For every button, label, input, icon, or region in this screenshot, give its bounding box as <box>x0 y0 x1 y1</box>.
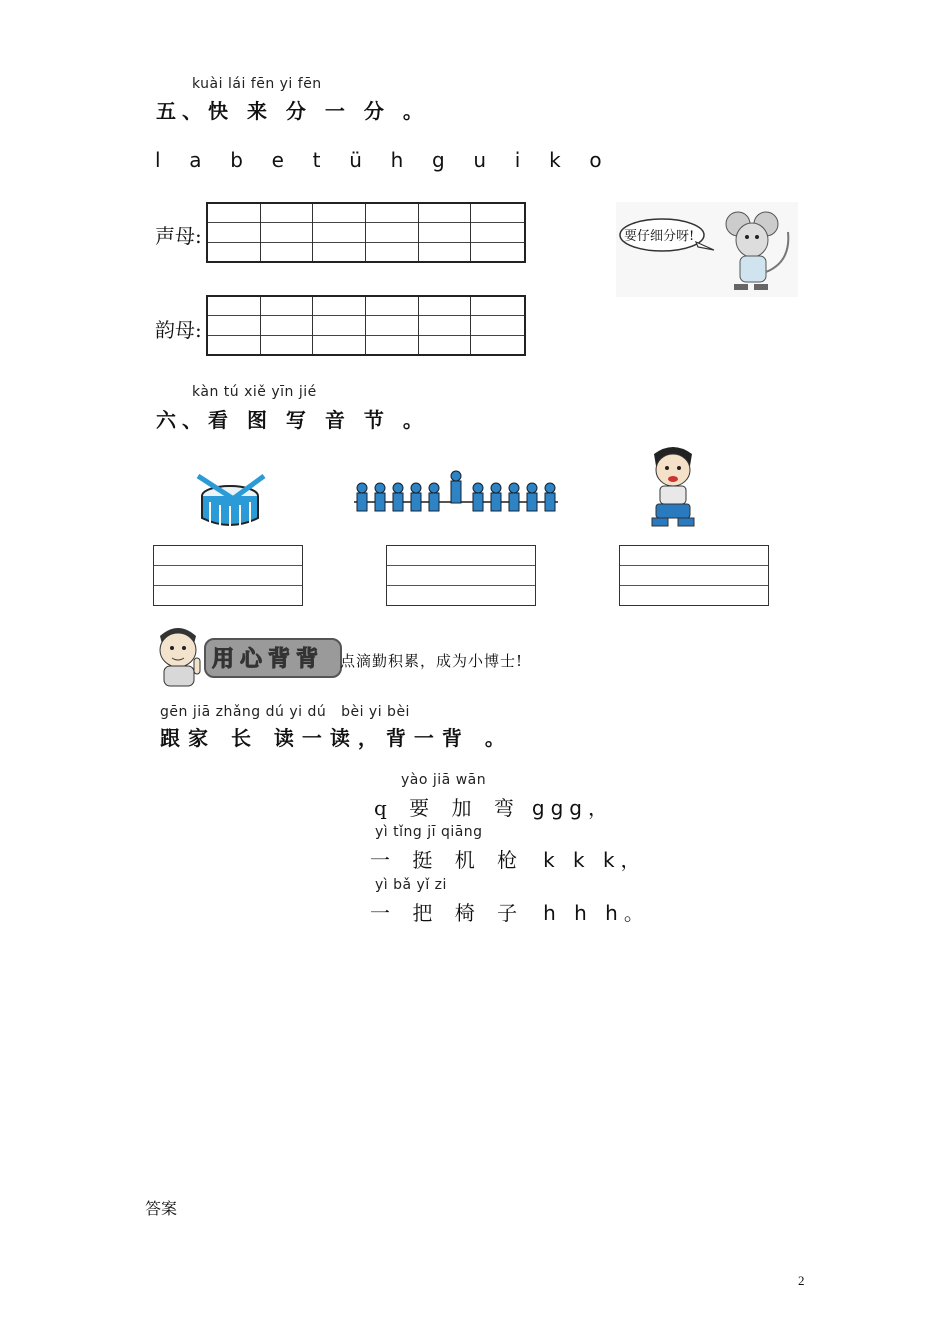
initials-label: 声母: <box>155 224 202 248</box>
letter-list: l a b e t ü h g u i k o <box>155 148 602 172</box>
tug-of-war-icon <box>348 468 564 528</box>
poem-line3-text: 一 把 椅 子 <box>370 901 526 925</box>
boy-mascot-icon <box>150 622 210 688</box>
answer-box-boy[interactable] <box>619 545 769 606</box>
mouse-icon <box>616 202 798 297</box>
section5-title: 五、快 来 分 一 分 。 <box>156 99 429 123</box>
boy-picture <box>640 440 706 530</box>
section6-pinyin: kàn tú xiě yīn jié <box>192 384 317 400</box>
poem-line1-pinyin: yào jiā wān <box>401 772 487 788</box>
poem-line3-tail: h h h。 <box>543 901 650 925</box>
reading-title: 跟家 长 读一读，背一背 。 <box>160 726 513 750</box>
initials-grid[interactable] <box>206 202 526 263</box>
answer-box-drum[interactable] <box>153 545 303 606</box>
banner-label: 用心背背 <box>212 647 325 672</box>
poem-line3 <box>370 897 650 926</box>
poem-line2-tail: k k k， <box>543 848 647 872</box>
poem-line1-tail: ggg， <box>531 796 614 820</box>
poem-line2 <box>370 844 647 873</box>
answer-box-tug-of-war[interactable] <box>386 545 536 606</box>
section6-title: 六、看 图 写 音 节 。 <box>156 408 429 432</box>
poem-line1 <box>374 792 614 821</box>
answer-label: 答案 <box>145 1199 178 1218</box>
mouse-illustration <box>616 202 798 297</box>
finals-label: 韵母: <box>155 318 202 342</box>
tug-of-war-picture <box>348 468 564 528</box>
poem-line1-text: q 要 加 弯 <box>374 796 522 820</box>
reading-pinyin: gēn jiā zhǎng dú yi dú bèi yi bèi <box>160 704 410 720</box>
poem-line2-text: 一 挺 机 枪 <box>370 848 526 872</box>
poem-line3-pinyin: yì bǎ yǐ zi <box>375 877 447 893</box>
drum-icon <box>190 470 270 532</box>
mouse-bubble-text: 要仔细分呀! <box>624 229 695 244</box>
page-number: 2 <box>798 1273 805 1288</box>
boy-icon <box>640 440 706 530</box>
finals-grid[interactable] <box>206 295 526 356</box>
poem-line2-pinyin: yì tǐng jī qiāng <box>375 824 483 840</box>
banner <box>150 622 350 688</box>
drum-picture <box>190 470 270 532</box>
banner-slogan: 点滴勤积累，成为小博士! <box>340 652 524 670</box>
section5-pinyin: kuài lái fēn yi fēn <box>192 76 322 92</box>
